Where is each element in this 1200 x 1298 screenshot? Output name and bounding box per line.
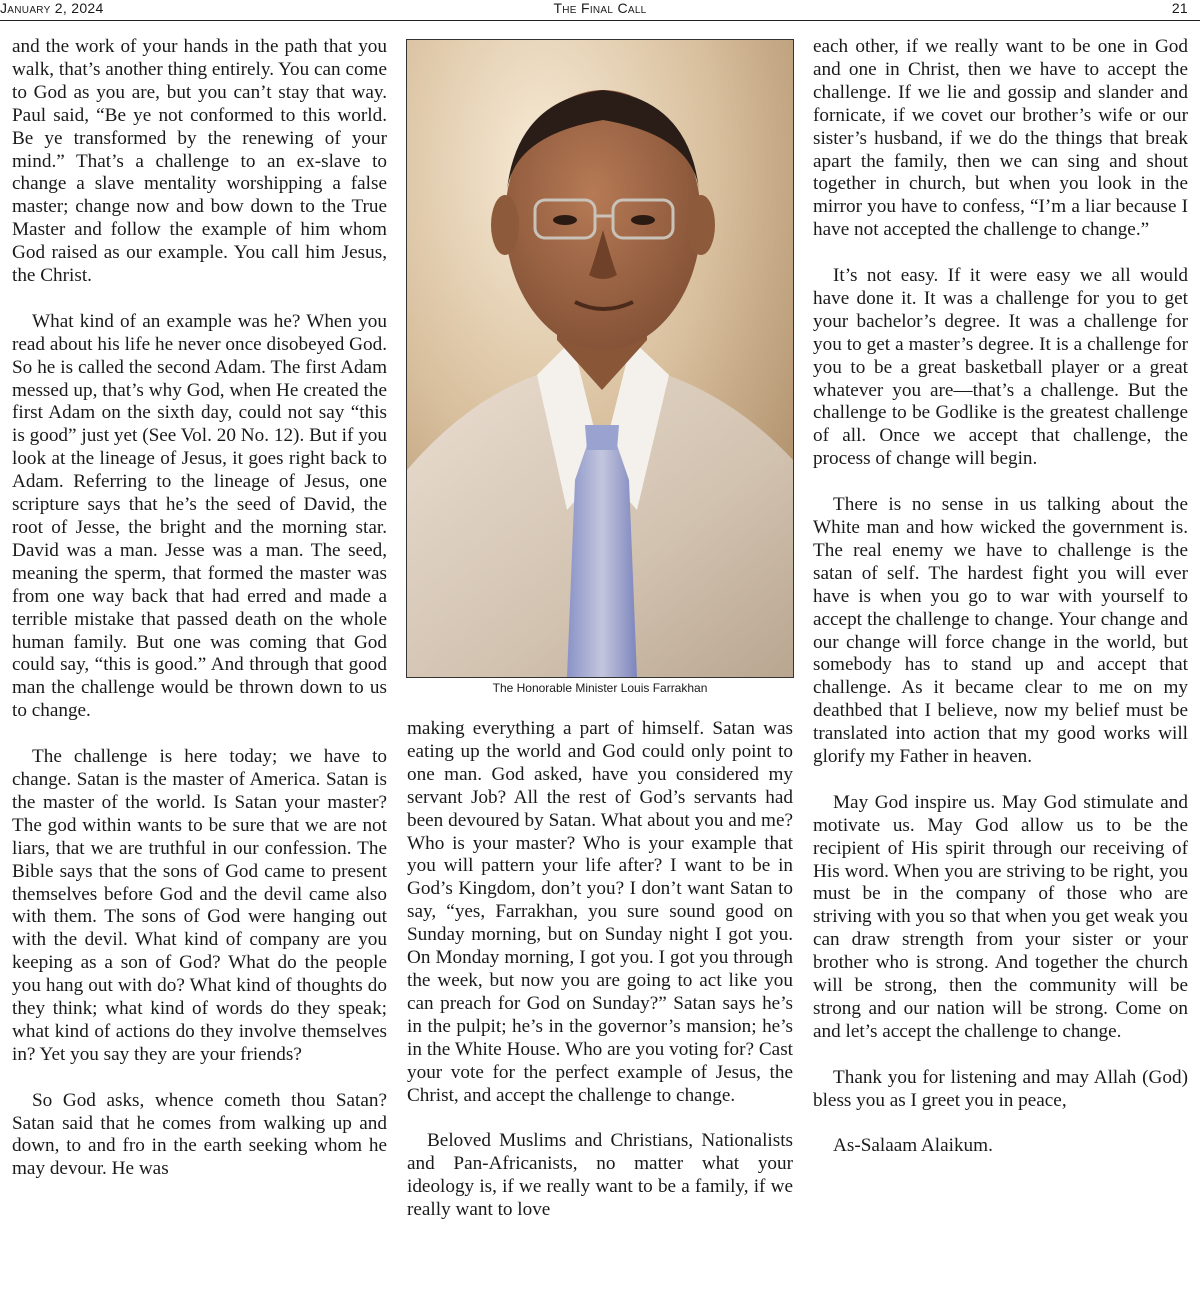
portrait-illustration [407,40,793,677]
article-column-2 [407,718,793,1245]
newspaper-title: The Final Call [553,0,647,16]
paragraph: Beloved Muslims and Christians, Nationalists and Pan-Africanists, no matter what your ideology is, if we really want to be a family, if we really want to love [407,1130,793,1221]
paragraph: making everything a part of himself. Satan was eating up the world and God could only point to one man. God asked, have you considered my servant Job? All the rest of God’s servants had been devoured by Satan. What about you and me? Who is your master? Who is your example that you will pattern your life after? I want to be in God’s Kingdom, don’t you? I don’t want Satan to say, “yes, Farrakhan, you sure sound good on Sunday morning, but on Sunday night I got you. On Monday morning, I got you. I got you through the week, but now you are going to act like you can preach for God on Sunday?” Satan says he’s in the pulpit; he’s in the governor’s mansion; he’s in the White House. Who are you voting for? Cast your vote for the perfect example of Jesus, the Christ, and accept the challenge to change. [407,718,793,1106]
sign-off: As-Salaam Alaikum. [833,1135,993,1157]
paragraph: What kind of an example was he? When you read about his life he never once disobeyed God. So he is called the second Adam. The first Adam messed up, that’s why God, when He created the first Adam on the sixth day, could not say “this is good” just yet (See Vol. 20 No. 12). But if you look at the lineage of Jesus, it goes right back to Adam. Referring to the lineage of Jesus, one scripture says that he’s the seed of David, the root of Jesse, the bright and the morning star. David was a man. Jesse was a man. The seed, meaning the sperm, that formed the master was from one way back that had erred and made a terrible mistake that passed death on the whole human family. But one was coming that God could say, “this is good.” And through that good man the challenge would be thrown down to us to change. [12,310,387,722]
masthead [0,0,1200,21]
portrait-photo [406,39,794,678]
article-column-1 [12,36,387,1204]
paragraph: May God inspire us. May God stimulate and motivate us. May God allow us to be the recipient of His spirit through our receiving of His word. When you are striving to be right, you must be in the company of those who are striving with you so that when you get weak you can draw strength from your sister or your brother who is strong. And together the church will be strong, then the community will be strong and our nation will be strong. Come on and let’s accept the challenge to change. [813,791,1188,1042]
photo-caption: The Honorable Minister Louis Farrakhan [492,681,708,695]
paragraph: It’s not easy. If it were easy we all would have done it. It was a challenge for you to get your bachelor’s degree. It was a challenge for you to get a master’s degree. It is a challenge for you to be a great basketball player or a great whatever you are—that’s a challenge. But the challenge to be Godlike is the greatest challenge of all. Once we accept that challenge, the process of change will begin. [813,265,1188,470]
paragraph: each other, if we really want to be one in God and one in Christ, then we have to accept the challenge. If we lie and gossip and slander and fornicate, if we covet our brother’s wife or our sister’s husband, if we do the things that break apart the family, then we can sing and shout together in church, but when you look in the mirror you have to confess, “I’m a liar because I have not accepted the challenge to change.” [813,36,1188,241]
page-number: 21 [1171,0,1188,16]
article-column-3 [813,36,1188,1181]
paragraph: The challenge is here today; we have to change. Satan is the master of America. Satan is the master of the world. Is Satan your master? The god within wants to be sure that we are not liars, that we are truthful in our confession. The Bible says that the sons of God came to present themselves before God and the devil came also with them. The sons of God were hanging out with the devil. What kind of company are you keeping as a son of God? What do the people you hang out with do? What kind of thoughts do they think; what kind of words do they speak; what kind of actions do they involve themselves in? Yet you say they are your friends? [12,746,387,1065]
paragraph: Thank you for listening and may Allah (God) bless you as I greet you in peace, [813,1066,1188,1111]
paragraph: and the work of your hands in the path that you walk, that’s another thing entirely. You can come to God as you are, but you can’t stay that way. Paul said, “Be ye not conformed to this world. Be ye transformed by the renewing of your mind.” That’s a challenge to an ex-slave to change a slave mentality worshipping a false master; change now and bow down to the True Master and follow the example of him whom God raised as our example. You call him Jesus, the Christ. [12,36,387,287]
paragraph: So God asks, whence cometh thou Satan? Satan said that he comes from walking up and down, to and fro in the earth seeking whom he may devour. He was [12,1089,387,1180]
issue-date: January 2, 2024 [0,0,104,16]
paragraph: There is no sense in us talking about the White man and how wicked the government is. The real enemy we have to challenge is the satan of self. The hardest fight you will ever have is when you go to war with yourself to accept the challenge to change. Your change and our change will force change in the world, but somebody has to stand up and accept that challenge. As it became clear to me on my deathbed that I believe, now my belief must be translated into action that my good works will glorify my Father in heaven. [813,494,1188,768]
